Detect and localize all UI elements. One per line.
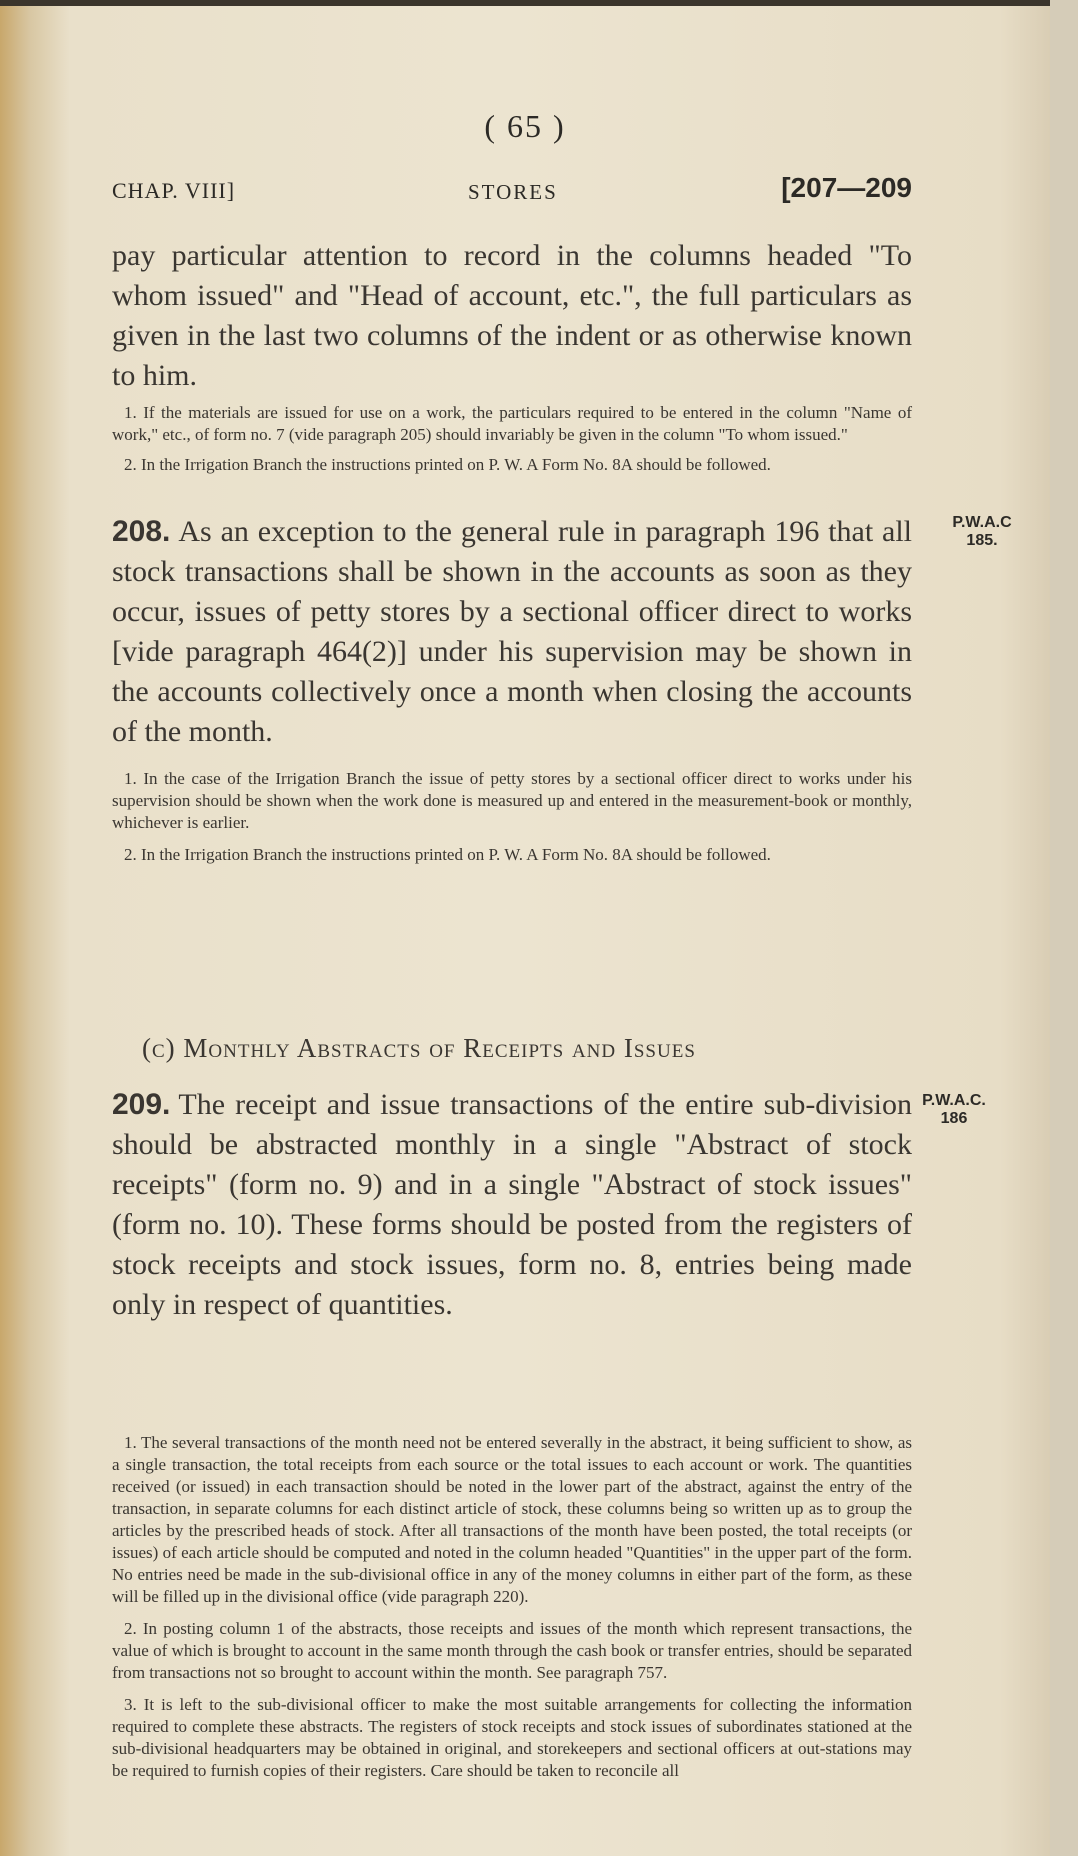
note-207-2: 2. In the Irrigation Branch the instructions printed on P. W. A Form No. 8A should be followed.: [124, 455, 771, 474]
notes-208: [112, 768, 912, 866]
paragraph-number-209: 209.: [112, 1088, 171, 1121]
note-207-1: 1. If the materials are issued for use on a work, the particulars required to be entered in the column "Name of work," etc., of form no. 7 (vide paragraph 205) should invariably be given in the column "To whom issued.": [112, 403, 912, 444]
chapter-label: CHAP. VIII]: [112, 178, 236, 203]
margin-reference-209: P.W.A.C. 186: [922, 1092, 986, 1127]
notes-209: [112, 1432, 912, 1782]
paragraph-range: [207—209: [781, 172, 912, 203]
paragraph-number-208: 208.: [112, 515, 171, 548]
paragraph-208-text: As an exception to the general rule in paragraph 196 that all stock transactions shall be shown in the accounts as soon as they occur, issues of petty stores by a sectional officer direct to works [vide paragraph 464(2)] under his supervision may be shown in the accounts collectively once a month when closing the accounts of the month.: [112, 515, 912, 748]
section-heading-c: (c) Monthly Abstracts of Receipts and Issues: [142, 1033, 696, 1063]
paragraph-207-continuation: pay particular attention to record in the columns headed "To whom issued" and "Head of account, etc.", the full particulars as given in the last two columns of the indent or as otherwise known to him.: [112, 239, 912, 392]
margin-reference-208: P.W.A.C 185.: [952, 514, 1012, 549]
header-title: STORES: [468, 180, 558, 204]
scan-edge: [1050, 0, 1078, 1856]
note-208-2: 2. In the Irrigation Branch the instructions printed on P. W. A Form No. 8A should be followed.: [124, 845, 771, 864]
note-208-1: 1. In the case of the Irrigation Branch the issue of petty stores by a sectional officer direct to works under his supervision should be shown when the work done is measured up and entered in the measurement-book or monthly, whichever is earlier.: [112, 769, 912, 832]
notes-207: [112, 402, 912, 476]
note-209-3: 3. It is left to the sub-divisional officer to make the most suitable arrangements for collecting the information required to complete these abstracts. The registers of stock receipts and stock issues of subordinates stationed at the sub-divisional headquarters may be obtained in original, and storekeepers and sectional officers at out-stations may be required to furnish copies of their registers. Care should be taken to reconcile all: [112, 1695, 912, 1780]
top-edge: [0, 0, 1050, 6]
paragraph-209: [112, 1085, 912, 1325]
page-number: ( 65 ): [484, 108, 566, 144]
paragraph-209-text: The receipt and issue transactions of the entire sub-division should be abstracted monthly in a single "Abstract of stock receipts" (form no. 9) and in a single "Abstract of stock issues" (form no. 10). These forms should be posted from the registers of stock receipts and stock issues, form no. 8, entries being made only in respect of quantities.: [112, 1088, 912, 1321]
running-header: [112, 172, 912, 212]
paragraph-208: [112, 512, 912, 752]
note-209-1: 1. The several transactions of the month need not be entered severally in the abstract, it being sufficient to show, as a single transaction, the total receipts from each source or the total issues to each account or work. The quantities received (or issued) in each transaction should be noted in the lower part of the abstract, against the entry of the transaction, in separate columns for each distinct article of stock, these columns being so written up as to group the articles by the prescribed heads of stock. After all transactions of the month have been posted, the total receipts (or issues) of each article should be computed and noted in the column headed "Quantities" in the upper part of the form. No entries need be made in the sub-divisional office in any of the money columns in either part of the form, as these will be filled up in the divisional office (vide paragraph 220).: [112, 1433, 912, 1606]
note-209-2: 2. In posting column 1 of the abstracts, those receipts and issues of the month which represent transactions, the value of which is brought to account in the same month through the cash book or transfer entries, should be separated from transactions not so brought to account within the month. See paragraph 757.: [112, 1619, 912, 1682]
